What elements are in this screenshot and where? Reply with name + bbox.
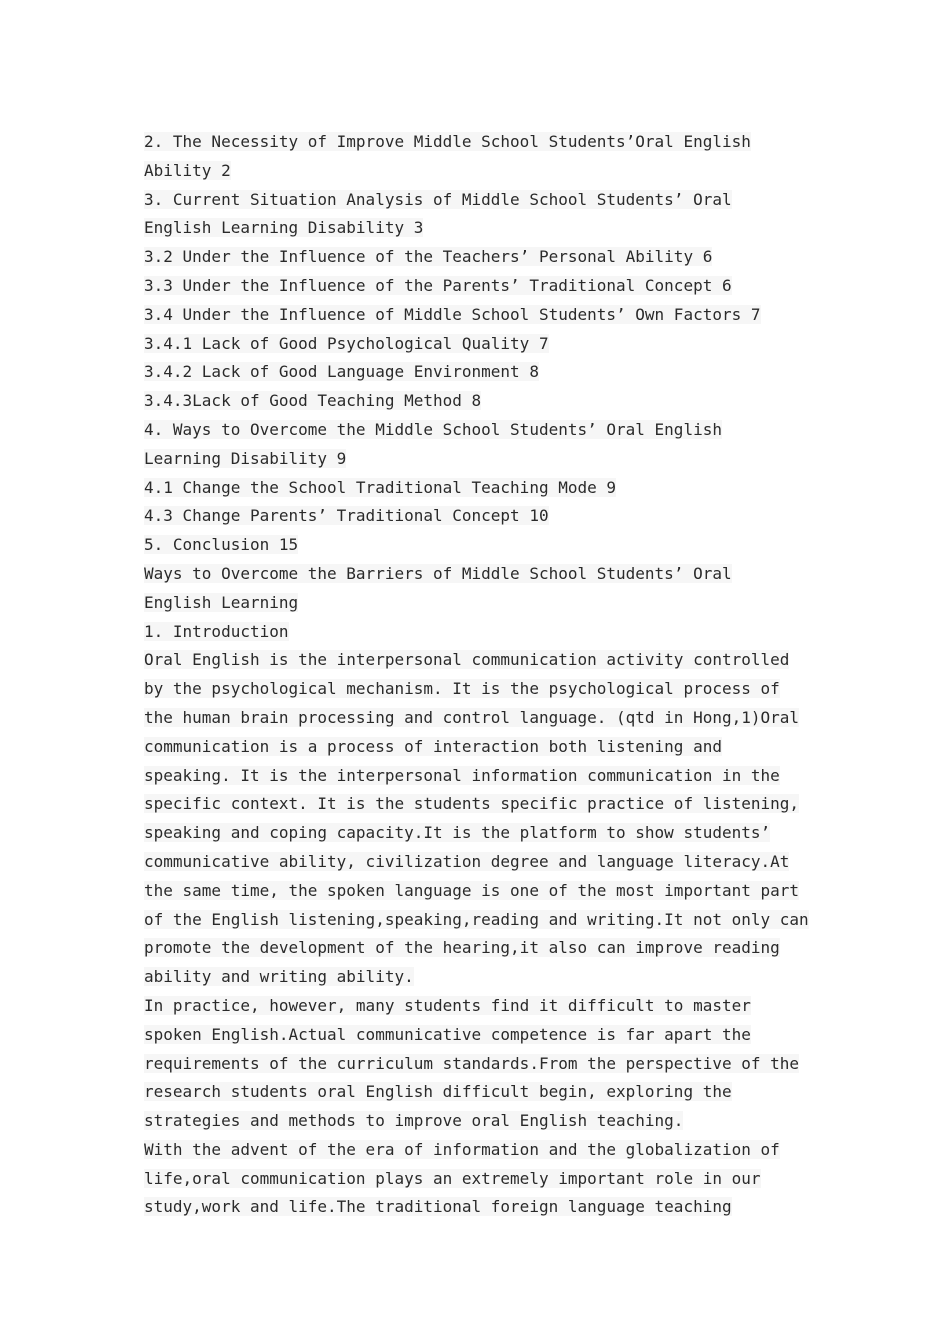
body-text-line: Oral English is the interpersonal communication activity controlled [144,650,790,670]
body-text-line: communication is a process of interaction both listening and [144,736,722,756]
toc-entry: Learning Disability 9 [144,448,347,468]
body-text-line: the human brain processing and control language. (qtd in Hong,1)Oral [144,707,800,727]
toc-entry: Ability 2 [144,160,231,180]
toc-entry: 3.4.1 Lack of Good Psychological Quality 7 [144,333,549,353]
body-text-line: requirements of the curriculum standards.From the perspective of the [144,1053,800,1073]
toc-entry: 2. The Necessity of Improve Middle School Students’Oral English [144,132,751,151]
body-text-line: With the advent of the era of information and the globalization of [144,1139,780,1159]
body-text-line: speaking and coping capacity.It is the platform to show students’ [144,823,771,843]
body-text-line: of the English listening,speaking,reading and writing.It not only can [144,909,809,929]
toc-entry: 3. Current Situation Analysis of Middle School Students’ Oral [144,189,732,209]
toc-entry: 4.1 Change the School Traditional Teaching Mode 9 [144,477,617,497]
body-text-line: communicative ability, civilization degree and language literacy.At [144,851,790,871]
body-text-line: promote the development of the hearing,it also can improve reading [144,938,780,958]
toc-entry: 3.3 Under the Influence of the Parents’ Traditional Concept 6 [144,275,732,295]
toc-entry: 3.4.3Lack of Good Teaching Method 8 [144,391,482,411]
body-text-line: specific context. It is the students specific practice of listening, [144,794,800,814]
body-text-line: life,oral communication plays an extremely important role in our [144,1168,761,1188]
document-title: Ways to Overcome the Barriers of Middle School Students’ Oral [144,563,732,583]
document-body [144,128,814,1222]
body-text-line: In practice, however, many students find it difficult to master [144,995,751,1015]
body-text-line: study,work and life.The traditional foreign language teaching [144,1197,732,1217]
toc-entry: 3.4 Under the Influence of Middle School Students’ Own Factors 7 [144,304,761,324]
body-text-line: by the psychological mechanism. It is the psychological process of [144,679,780,699]
toc-entry: 4.3 Change Parents’ Traditional Concept 10 [144,506,549,526]
toc-entry: 4. Ways to Overcome the Middle School Students’ Oral English [144,419,722,439]
toc-entry: 3.2 Under the Influence of the Teachers’ Personal Ability 6 [144,247,713,267]
body-text-line: ability and writing ability. [144,967,414,987]
document-title: English Learning [144,592,299,612]
body-text-line: the same time, the spoken language is one of the most important part [144,880,800,900]
body-text-line: strategies and methods to improve oral English teaching. [144,1111,684,1131]
body-text-line: spoken English.Actual communicative competence is far apart the [144,1024,751,1044]
toc-entry: English Learning Disability 3 [144,218,424,238]
toc-entry: 5. Conclusion 15 [144,535,299,555]
body-text-line: research students oral English difficult begin, exploring the [144,1082,732,1102]
body-text-line: speaking. It is the interpersonal information communication in the [144,765,780,785]
section-heading: 1. Introduction [144,621,289,641]
toc-entry: 3.4.2 Lack of Good Language Environment 8 [144,362,539,382]
